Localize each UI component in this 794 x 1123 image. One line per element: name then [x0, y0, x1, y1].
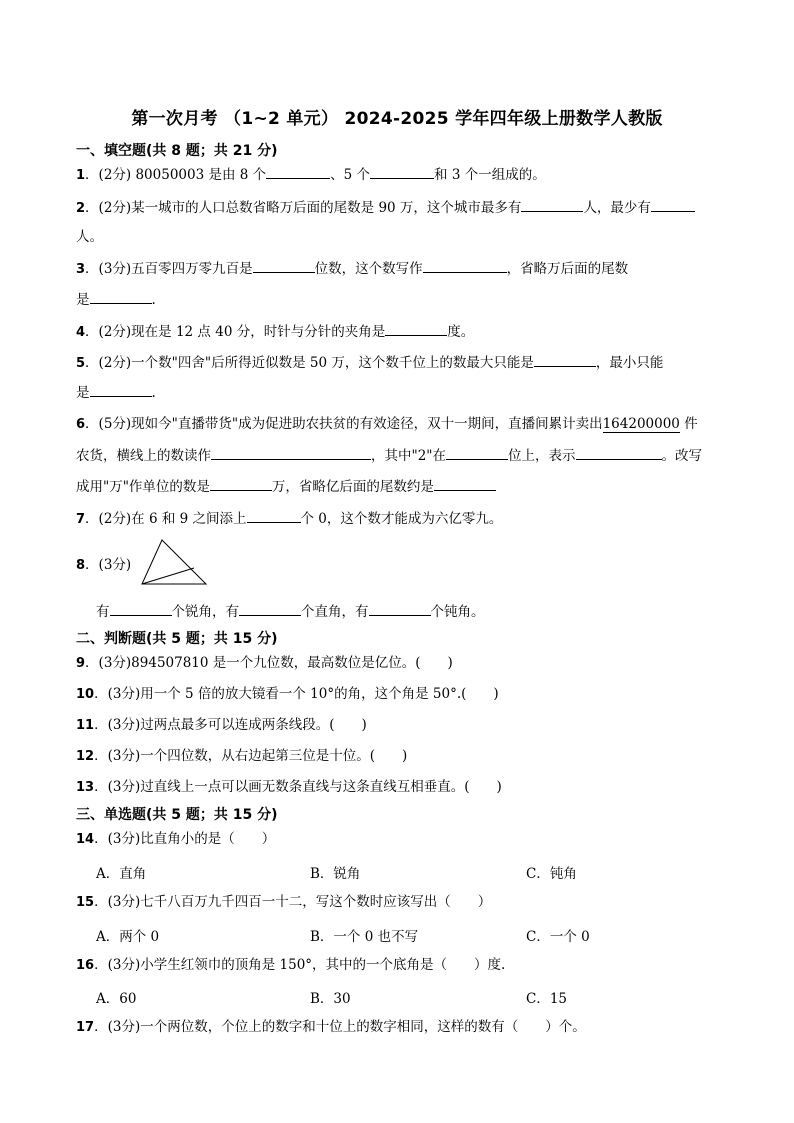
- question-score: ．(3分): [94, 831, 141, 847]
- question-11: 11．(3分)过两点最多可以连成两条线段。( ): [76, 717, 367, 733]
- question-number: 4: [76, 325, 86, 340]
- answer-blank[interactable]: [521, 197, 583, 212]
- question-16: 16．(3分)小学生红领巾的顶角是 150°，其中的一个底角是（ ）度.: [76, 957, 506, 973]
- section-true-false: 二、判断题(共 5 题；共 15 分): [76, 631, 278, 647]
- question-number: 9: [76, 656, 86, 671]
- question-6: 6．(5分)现如今"直播带货"成为促进助农扶贫的有效途径，双十一期间，直播间累计卖出164200000 件: [76, 416, 698, 432]
- answer-blank[interactable]: [110, 601, 172, 616]
- option-a[interactable]: A．直角: [96, 866, 147, 882]
- question-15: 15．(3分)七千八百万九千四百一十二，写这个数时应该写出（ ）: [76, 894, 492, 910]
- question-5-continued: 是 .: [76, 382, 156, 403]
- option-b[interactable]: B．锐角: [310, 866, 361, 882]
- question-6-continued-2: 成用"万"作单位的数是 万，省略亿后面的尾数约是: [76, 476, 496, 497]
- question-score: ．(3分): [94, 1019, 141, 1035]
- question-score: ．(2分): [85, 324, 132, 340]
- question-2-continued: 人。: [76, 229, 103, 245]
- triangle-figure: [140, 538, 210, 588]
- answer-blank[interactable]: [370, 164, 434, 179]
- question-5: 5．(2分)一个数"四舍"后所得近似数是 50 万，这个数千位上的数最大只能是 ，最小只能: [76, 352, 663, 374]
- question-3: 3．(3分)五百零四万零九百是 位数，这个数写作 ，省略万后面的尾数: [76, 258, 628, 280]
- question-score: ．(3分): [94, 957, 141, 973]
- answer-blank[interactable]: [253, 258, 315, 273]
- question-4: 4．(2分)现在是 12 点 40 分，时针与分针的夹角是 度。: [76, 321, 474, 343]
- answer-blank[interactable]: [446, 445, 508, 460]
- question-1: 1．(2分) 80050003 是由 8 个 、5 个 和 3 个一组成的。: [76, 164, 546, 186]
- answer-blank[interactable]: [534, 352, 596, 367]
- question-number: 2: [76, 201, 86, 216]
- option-c[interactable]: C．一个 0: [526, 929, 590, 945]
- question-7: 7．(2分)在 6 和 9 之间添上 个 0，这个数才能成为六亿零九。: [76, 508, 502, 530]
- question-14: 14．(3分)比直角小的是（ ）: [76, 831, 276, 847]
- answer-blank[interactable]: [385, 321, 447, 336]
- option-b[interactable]: B．一个 0 也不写: [310, 929, 419, 945]
- option-c[interactable]: C．钝角: [526, 866, 577, 882]
- question-number: 13: [76, 780, 95, 795]
- question-number: 12: [76, 749, 95, 764]
- question-number: 6: [76, 417, 86, 432]
- question-number: 1: [76, 168, 86, 183]
- answer-blank[interactable]: [210, 476, 272, 491]
- question-number: 17: [76, 1020, 95, 1035]
- question-12: 12．(3分)一个四位数，从右边起第三位是十位。( ): [76, 748, 408, 764]
- section-multiple-choice: 三、单选题(共 5 题；共 15 分): [76, 807, 278, 823]
- question-score: ．(3分): [94, 686, 141, 702]
- option-c[interactable]: C．15: [526, 991, 568, 1007]
- answer-blank[interactable]: [651, 197, 695, 212]
- question-score: ．(3分): [94, 717, 141, 733]
- question-number: 14: [76, 832, 95, 847]
- question-score: ．(5分): [85, 416, 132, 432]
- question-score: ．(3分): [94, 748, 141, 764]
- question-score: ．(2分): [85, 167, 132, 183]
- question-13: 13．(3分)过直线上一点可以画无数条直线与这条直线互相垂直。( ): [76, 779, 502, 795]
- question-score: ．(3分): [85, 557, 132, 573]
- question-score: ．(3分): [85, 261, 132, 277]
- question-6-continued: 农货，横线上的数读作 ，其中"2"在 位上，表示 。改写: [76, 445, 702, 466]
- question-score: ．(2分): [85, 355, 132, 371]
- question-number: 8: [76, 558, 86, 573]
- option-a[interactable]: A．两个 0: [96, 929, 160, 945]
- answer-blank[interactable]: [90, 289, 152, 304]
- question-17: 17．(3分)一个两位数，个位上的数字和十位上的数字相同，这样的数有（ ）个。: [76, 1019, 586, 1035]
- answer-blank[interactable]: [369, 601, 431, 616]
- answer-blank[interactable]: [239, 601, 301, 616]
- question-score: ．(3分): [94, 894, 141, 910]
- question-10: 10．(3分)用一个 5 倍的放大镜看一个 10°的角，这个角是 50°.( ): [76, 686, 499, 702]
- question-number: 5: [76, 356, 86, 371]
- question-9: 9．(3分)894507810 是一个九位数，最高数位是亿位。( ): [76, 655, 453, 671]
- question-score: ．(2分): [85, 200, 132, 216]
- underlined-number: 164200000: [602, 416, 680, 432]
- question-number: 7: [76, 512, 86, 527]
- question-8: [76, 555, 131, 576]
- answer-blank[interactable]: [434, 476, 496, 491]
- question-number: 16: [76, 958, 95, 973]
- question-number: 10: [76, 687, 95, 702]
- option-a[interactable]: A．60: [96, 991, 137, 1007]
- section-fill-blank: 一、填空题(共 8 题；共 21 分): [76, 143, 278, 159]
- answer-blank[interactable]: [90, 382, 152, 397]
- answer-blank[interactable]: [576, 445, 662, 460]
- exam-title: 第一次月考 （1~2 单元） 2024-2025 学年四年级上册数学人教版: [131, 109, 663, 129]
- question-score: ．(3分): [85, 655, 132, 671]
- answer-blank[interactable]: [423, 258, 507, 273]
- answer-blank[interactable]: [247, 508, 301, 523]
- question-2: 2．(2分)某一城市的人口总数省略万后面的尾数是 90 万，这个城市最多有 人，最少有: [76, 197, 695, 219]
- answer-blank[interactable]: [211, 445, 371, 460]
- question-number: 3: [76, 262, 86, 277]
- question-number: 11: [76, 718, 95, 733]
- question-3-continued: 是 .: [76, 289, 156, 310]
- option-b[interactable]: B．30: [310, 991, 351, 1007]
- question-8-answer-line: 有 个锐角，有 个直角，有 个钝角。: [96, 601, 485, 622]
- question-number: 15: [76, 895, 95, 910]
- answer-blank[interactable]: [266, 164, 330, 179]
- question-score: ．(2分): [85, 511, 132, 527]
- question-score: ．(3分): [94, 779, 141, 795]
